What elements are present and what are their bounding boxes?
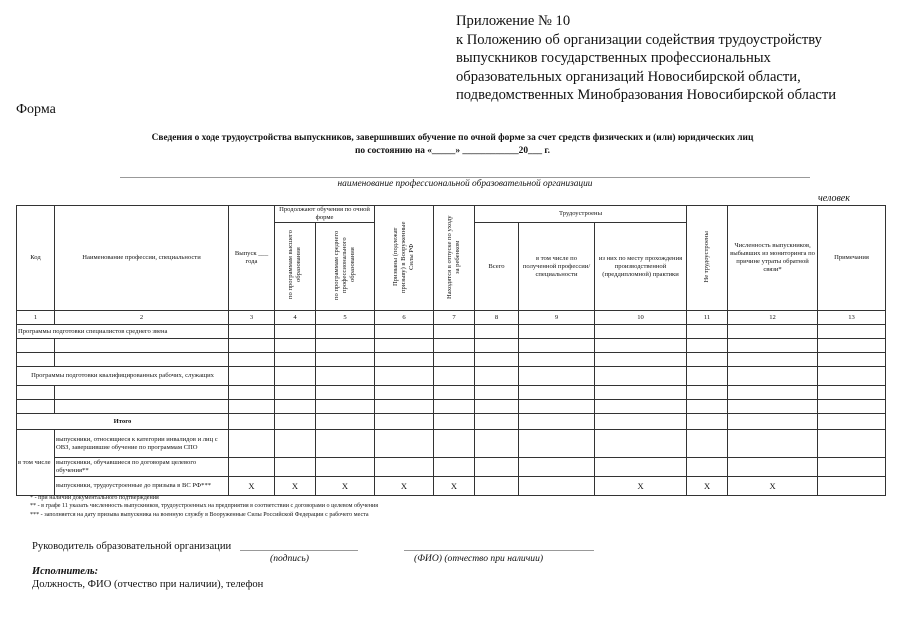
cell[interactable] — [728, 339, 818, 353]
th-continue-group: Продолжают обучения по очной форме — [275, 206, 375, 223]
cell[interactable] — [434, 353, 475, 367]
cell[interactable] — [17, 386, 55, 400]
cell[interactable] — [375, 339, 434, 353]
cell[interactable] — [275, 458, 316, 477]
cell[interactable] — [17, 353, 55, 367]
appendix-line-5: подведомственных Минобразования Новосибирской области — [456, 87, 837, 103]
col-num: 6 — [375, 311, 434, 325]
cell[interactable] — [434, 430, 475, 458]
cell[interactable] — [595, 386, 687, 400]
cell[interactable] — [595, 400, 687, 414]
cell[interactable] — [375, 386, 434, 400]
cell[interactable] — [595, 325, 687, 339]
cell[interactable] — [687, 367, 728, 386]
cell[interactable] — [229, 353, 275, 367]
cell[interactable] — [475, 458, 519, 477]
cell[interactable] — [818, 414, 886, 430]
cell[interactable] — [519, 477, 595, 496]
col-num: 4 — [275, 311, 316, 325]
appendix-block — [456, 12, 896, 105]
cell[interactable] — [375, 458, 434, 477]
total-label: Итого — [17, 414, 229, 430]
x-mark: X — [316, 477, 375, 496]
th-emp-profile: в том числе по полученной профессии/ специальности — [519, 223, 595, 311]
cell[interactable] — [375, 353, 434, 367]
cell[interactable] — [475, 477, 519, 496]
cell[interactable] — [229, 400, 275, 414]
signature-caption: (подпись) — [270, 553, 309, 564]
x-mark: X — [434, 477, 475, 496]
col-num: 11 — [687, 311, 728, 325]
cell[interactable] — [275, 430, 316, 458]
cell[interactable] — [316, 325, 375, 339]
th-emp-total: Всего — [475, 223, 519, 311]
cell[interactable] — [687, 339, 728, 353]
cell[interactable] — [434, 400, 475, 414]
cell[interactable] — [375, 367, 434, 386]
cell[interactable] — [275, 414, 316, 430]
col-num: 10 — [595, 311, 687, 325]
cell[interactable] — [17, 339, 55, 353]
cell[interactable] — [434, 386, 475, 400]
cell[interactable] — [519, 367, 595, 386]
th-name: Наименование профессии, специальности — [55, 206, 229, 311]
cell[interactable] — [818, 353, 886, 367]
cell[interactable] — [519, 386, 595, 400]
col-num: 9 — [519, 311, 595, 325]
form-label: Форма — [16, 102, 56, 117]
unit-label: человек — [818, 193, 850, 204]
cell[interactable] — [687, 414, 728, 430]
title-line-1: Сведения о ходе трудоустройства выпускников, завершивших обучение по очной форме за счет средств физических и (или) юридических лиц — [151, 133, 754, 143]
cell[interactable] — [818, 400, 886, 414]
row-target — [17, 458, 886, 477]
th-monitor-lost: Численность выпускников, выбывших из мониторинга по причине утраты обратной связи* — [728, 206, 818, 311]
cell[interactable] — [519, 353, 595, 367]
cell[interactable] — [595, 414, 687, 430]
th-grad: Выпуск ___ года — [229, 206, 275, 311]
executor-label: Исполнитель: — [32, 566, 99, 577]
th-leave — [434, 206, 475, 311]
cell[interactable] — [818, 325, 886, 339]
cell[interactable] — [728, 458, 818, 477]
th-code: Код — [17, 206, 55, 311]
cell[interactable] — [728, 400, 818, 414]
th-leave-text: Находятся в отпуске по уходу за ребенком — [446, 214, 461, 299]
executor-position: Должность, ФИО (отчество при наличии), телефон — [32, 579, 264, 590]
cell[interactable] — [229, 339, 275, 353]
cell[interactable] — [818, 386, 886, 400]
cell[interactable] — [434, 325, 475, 339]
cell[interactable] — [687, 430, 728, 458]
col-num: 3 — [229, 311, 275, 325]
cell[interactable] — [728, 386, 818, 400]
cell[interactable] — [229, 458, 275, 477]
document-title — [0, 132, 905, 157]
appendix-line-1: Приложение № 10 — [456, 13, 571, 29]
th-army-text: Призваны (подлежат призыву) в Вооруженные Силы РФ — [392, 220, 415, 293]
footnote-2: ** - в графе 11 указать численность выпускников, трудоустроенных на предприятия в соответствии с договорами о целевом обучения — [30, 503, 379, 510]
appendix-line-3: выпускников государственных профессиональных — [456, 50, 771, 66]
section-workers-label: Программы подготовки квалифицированных рабочих, служащих — [17, 367, 229, 386]
th-not-employed — [687, 206, 728, 311]
cell[interactable] — [316, 430, 375, 458]
total-row — [17, 414, 886, 430]
cell[interactable] — [595, 339, 687, 353]
section-row-workers — [17, 367, 886, 386]
cell[interactable] — [55, 339, 229, 353]
cell[interactable] — [316, 339, 375, 353]
col-num: 1 — [17, 311, 55, 325]
org-name-caption: наименование профессиональной образовательной организации — [337, 179, 593, 189]
header-row-1 — [17, 206, 886, 223]
x-mark: X — [728, 477, 818, 496]
cell[interactable] — [229, 367, 275, 386]
cell[interactable] — [475, 325, 519, 339]
cell[interactable] — [475, 353, 519, 367]
table-row — [17, 353, 886, 367]
row-target-label: выпускники, обучавшиеся по договорам целевого обучения** — [55, 458, 229, 477]
cell[interactable] — [818, 367, 886, 386]
cell[interactable] — [275, 367, 316, 386]
cell[interactable] — [375, 414, 434, 430]
report-table — [16, 205, 886, 496]
cell[interactable] — [519, 458, 595, 477]
cell[interactable] — [229, 430, 275, 458]
signature-line[interactable] — [240, 550, 358, 551]
cell[interactable] — [375, 430, 434, 458]
cell[interactable] — [434, 339, 475, 353]
col-num: 2 — [55, 311, 229, 325]
col-num: 8 — [475, 311, 519, 325]
cell[interactable] — [818, 477, 886, 496]
cell[interactable] — [229, 414, 275, 430]
cell[interactable] — [475, 414, 519, 430]
table-row — [17, 386, 886, 400]
col-num: 13 — [818, 311, 886, 325]
cell[interactable] — [55, 400, 229, 414]
row-disabled — [17, 430, 886, 458]
cell[interactable] — [595, 430, 687, 458]
cell[interactable] — [275, 339, 316, 353]
th-cont-higher-text: по программам высшего образования — [287, 230, 302, 300]
x-mark: X — [275, 477, 316, 496]
col-num: 12 — [728, 311, 818, 325]
cell[interactable] — [316, 414, 375, 430]
cell[interactable] — [519, 325, 595, 339]
x-mark: X — [687, 477, 728, 496]
head-signature-label: Руководитель образовательной организации — [32, 541, 232, 552]
fio-line[interactable] — [404, 550, 594, 551]
cell[interactable] — [316, 400, 375, 414]
th-not-employed-text: Не трудоустроены — [703, 230, 711, 283]
cell[interactable] — [687, 400, 728, 414]
cell[interactable] — [375, 400, 434, 414]
cell[interactable] — [595, 367, 687, 386]
th-cont-spo — [316, 223, 375, 311]
cell[interactable] — [434, 367, 475, 386]
col-num: 5 — [316, 311, 375, 325]
cell[interactable] — [55, 386, 229, 400]
cell[interactable] — [275, 386, 316, 400]
row-army-employed — [17, 477, 886, 496]
x-mark: X — [595, 477, 687, 496]
th-employed-group: Трудоустроены — [475, 206, 687, 223]
cell[interactable] — [434, 414, 475, 430]
cell[interactable] — [728, 325, 818, 339]
cell[interactable] — [316, 386, 375, 400]
cell[interactable] — [475, 430, 519, 458]
cell[interactable] — [434, 458, 475, 477]
cell[interactable] — [229, 325, 275, 339]
th-army — [375, 206, 434, 311]
x-mark: X — [229, 477, 275, 496]
cell[interactable] — [475, 386, 519, 400]
cell[interactable] — [375, 325, 434, 339]
cell[interactable] — [728, 353, 818, 367]
cell[interactable] — [316, 367, 375, 386]
cell[interactable] — [475, 400, 519, 414]
th-cont-spo-text: по программам среднего профессионального образования — [333, 230, 356, 300]
appendix-line-4: образовательных организаций Новосибирской области, — [456, 68, 801, 85]
cell[interactable] — [728, 414, 818, 430]
cell[interactable] — [475, 367, 519, 386]
cell[interactable] — [519, 400, 595, 414]
cell[interactable] — [316, 353, 375, 367]
cell[interactable] — [316, 458, 375, 477]
cell[interactable] — [519, 339, 595, 353]
org-name-line[interactable] — [120, 177, 810, 178]
including-label: в том числе — [17, 430, 55, 496]
row-disabled-label: выпускники, относящиеся к категории инвалидов и лиц с ОВЗ, завершившие обучение по программам СПО — [55, 430, 229, 458]
cell[interactable] — [728, 430, 818, 458]
cell[interactable] — [595, 458, 687, 477]
cell[interactable] — [687, 458, 728, 477]
footnotes — [30, 494, 880, 519]
section-spo-label: Программы подготовки специалистов среднего звена — [17, 325, 229, 339]
table-row — [17, 400, 886, 414]
footnote-3: *** - заполняется на дату призыва выпускника на военную службу в Вооруженные Силы Российской Федерации с рабочего места — [30, 511, 369, 518]
cell[interactable] — [475, 339, 519, 353]
cell[interactable] — [519, 414, 595, 430]
th-cont-higher — [275, 223, 316, 311]
cell[interactable] — [229, 386, 275, 400]
row-army-employed-label: выпускники, трудоустроенные до призыва в ВС РФ*** — [55, 477, 229, 496]
cell[interactable] — [818, 458, 886, 477]
cell[interactable] — [687, 353, 728, 367]
cell[interactable] — [687, 325, 728, 339]
x-mark: X — [375, 477, 434, 496]
appendix-line-2: к Положению об организации содействия трудоустройству — [456, 31, 822, 48]
cell[interactable] — [55, 353, 229, 367]
col-num: 7 — [434, 311, 475, 325]
cell[interactable] — [728, 367, 818, 386]
title-line-2: по состоянию на «_____» ____________20___ г. — [355, 145, 550, 156]
th-notes: Примечания — [818, 206, 886, 311]
cell[interactable] — [17, 400, 55, 414]
cell[interactable] — [818, 430, 886, 458]
table-row — [17, 339, 886, 353]
cell[interactable] — [818, 339, 886, 353]
th-emp-practice: из них по месту прохождения производственной (преддипломной) практики — [595, 223, 687, 311]
section-row-spo — [17, 325, 886, 339]
col-number-row — [17, 311, 886, 325]
cell[interactable] — [275, 400, 316, 414]
footnote-1: * - при наличии документального подтверждения — [30, 495, 159, 501]
fio-caption: (ФИО) (отчество при наличии) — [414, 553, 544, 564]
cell[interactable] — [687, 386, 728, 400]
cell[interactable] — [519, 430, 595, 458]
cell[interactable] — [275, 325, 316, 339]
cell[interactable] — [595, 353, 687, 367]
cell[interactable] — [275, 353, 316, 367]
